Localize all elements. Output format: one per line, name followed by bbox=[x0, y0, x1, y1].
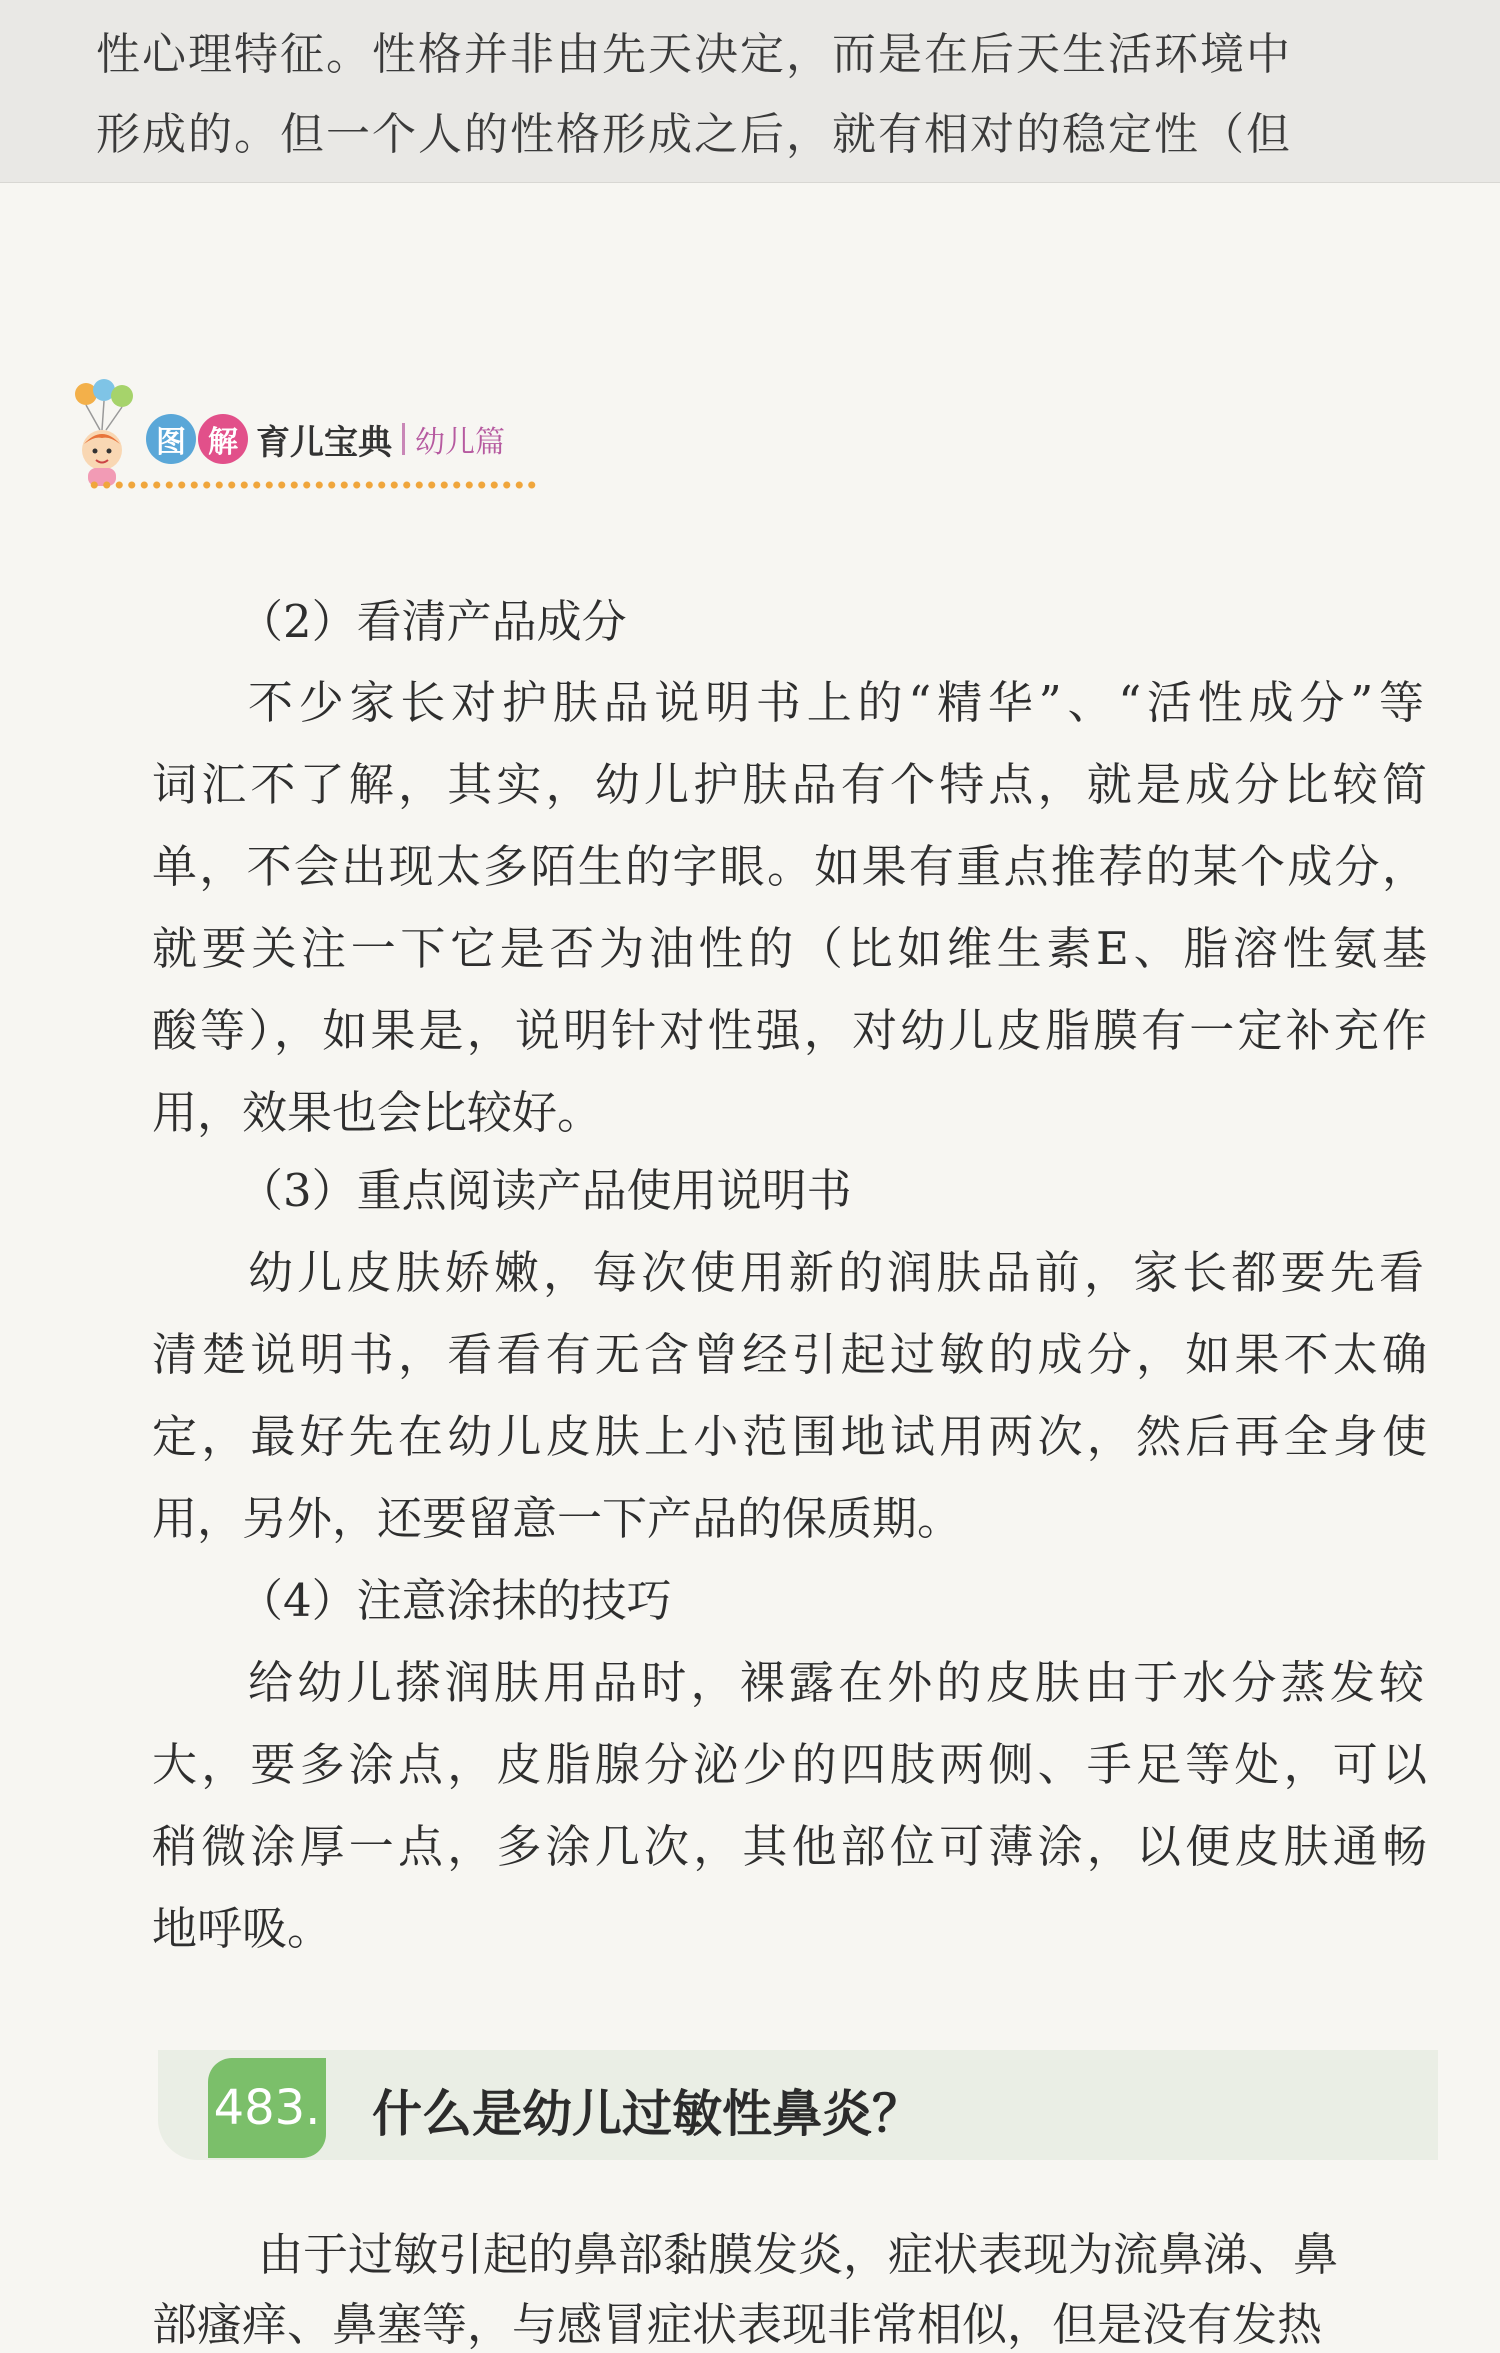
book-title: 育儿宝典 bbox=[256, 422, 392, 463]
dotted-divider bbox=[88, 480, 538, 490]
paragraph-line: 不少家长对护肤品说明书上的“精华”、“活性成分”等 bbox=[248, 676, 1424, 729]
paragraph-line-partial: 部瘙痒、鼻塞等，与感冒症状表现非常相似，但是没有发热 bbox=[152, 2298, 1323, 2351]
paragraph-line: 清楚说明书，看看有无含曾经引起过敏的成分，如果不太确 bbox=[152, 1328, 1427, 1381]
paragraph-line: 给幼儿搽润肤用品时，裸露在外的皮肤由于水分蒸发较 bbox=[248, 1656, 1424, 1709]
paragraph-line: 由于过敏引起的鼻部黏膜发炎，症状表现为流鼻涕、鼻 bbox=[258, 2228, 1339, 2281]
paragraph-line: 就要关注一下它是否为油性的（比如维生素E、脂溶性氨基 bbox=[152, 922, 1427, 975]
book-section-label: 幼儿篇 bbox=[415, 425, 505, 460]
paragraph-line: 稍微涂厚一点，多涂几次，其他部位可薄涂，以便皮肤通畅 bbox=[152, 1820, 1427, 1873]
paragraph-line: 地呼吸。 bbox=[152, 1902, 333, 1955]
subheading: （3）重点阅读产品使用说明书 bbox=[238, 1164, 852, 1217]
paragraph-line: 单，不会出现太多陌生的字眼。如果有重点推荐的某个成分， bbox=[152, 840, 1427, 893]
paragraph-line: 用，另外，还要留意一下产品的保质期。 bbox=[152, 1492, 963, 1545]
question-number-badge: 483. bbox=[208, 2058, 326, 2158]
header-badge: 图 bbox=[146, 414, 196, 464]
paragraph-line: 词汇不了解，其实，幼儿护肤品有个特点，就是成分比较简 bbox=[152, 758, 1427, 811]
baby-mascot-icon bbox=[64, 380, 144, 490]
question-title: 什么是幼儿过敏性鼻炎？ bbox=[372, 2085, 922, 2143]
paragraph-line: 幼儿皮肤娇嫩，每次使用新的润肤品前，家长都要先看 bbox=[248, 1246, 1424, 1299]
previous-page-line: 形成的。但一个人的性格形成之后，就有相对的稳定性（但 bbox=[96, 109, 1292, 160]
previous-page-line: 性心理特征。性格并非由先天决定，而是在后天生活环境中 bbox=[96, 29, 1292, 80]
paragraph-line: 大，要多涂点，皮脂腺分泌少的四肢两侧、手足等处，可以 bbox=[152, 1738, 1427, 1791]
subheading: （4）注意涂抹的技巧 bbox=[238, 1574, 672, 1627]
previous-page-strip bbox=[0, 0, 1500, 183]
header-badge: 解 bbox=[198, 414, 248, 464]
book-header bbox=[64, 380, 544, 500]
subheading: （2）看清产品成分 bbox=[238, 595, 627, 648]
paragraph-line: 酸等），如果是，说明针对性强，对幼儿皮脂膜有一定补充作 bbox=[152, 1004, 1427, 1057]
paragraph-line: 定，最好先在幼儿皮肤上小范围地试用两次，然后再全身使 bbox=[152, 1410, 1427, 1463]
header-divider bbox=[402, 423, 405, 455]
paragraph-line: 用，效果也会比较好。 bbox=[152, 1086, 603, 1139]
